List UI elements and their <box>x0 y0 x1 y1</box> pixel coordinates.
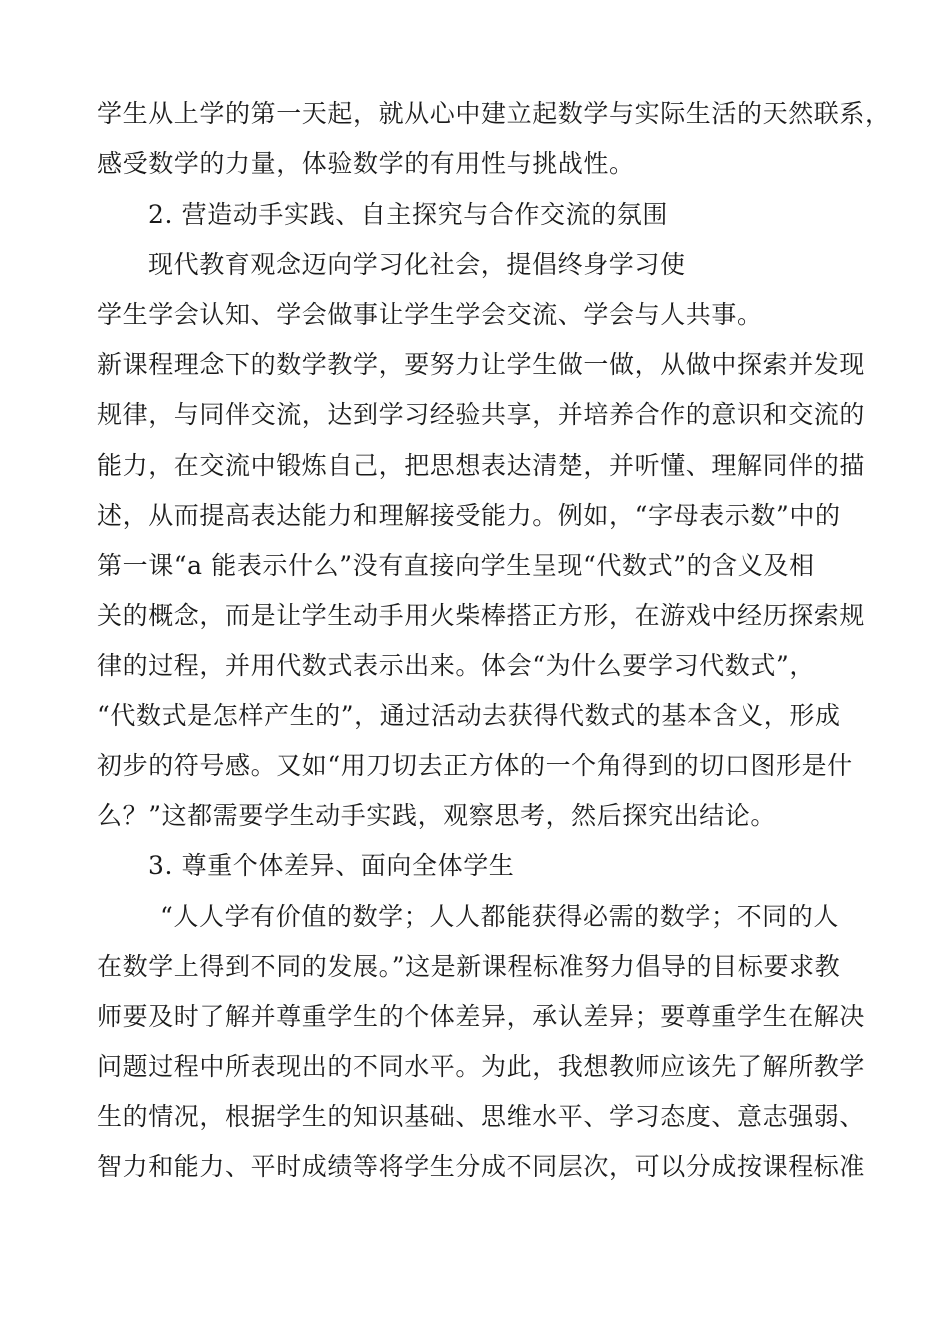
paragraph-line-19: 师要及时了解并尊重学生的个体差异，承认差异；要尊重学生在解决 <box>97 1002 866 1031</box>
paragraph-line-22: 智力和能力、平时成绩等将学生分成不同层次，可以分成按课程标准 <box>97 1152 866 1181</box>
paragraph-line-4: 现代教育观念迈向学习化社会，提倡终身学习使 <box>148 250 686 279</box>
section-heading-3: 3. 尊重个体差异、面向全体学生 <box>148 851 515 880</box>
paragraph-line-20: 问题过程中所表现出的不同水平。为此，我想教师应该先了解所教学 <box>97 1052 866 1081</box>
paragraph-line-5: 学生学会认知、学会做事让学生学会交流、学会与人共事。 <box>97 300 763 329</box>
paragraph-line-7: 规律，与同伴交流，达到学习经验共享，并培养合作的意识和交流的 <box>97 400 866 429</box>
section-heading-2: 2. 营造动手实践、自主探究与合作交流的氛围 <box>148 200 669 229</box>
paragraph-line-1: 学生从上学的第一天起，就从心中建立起数学与实际生活的天然联系， <box>97 99 891 128</box>
paragraph-line-8: 能力，在交流中锻炼自己，把思想表达清楚，并听懂、理解同伴的描 <box>97 451 866 480</box>
paragraph-line-12: 律的过程，并用代数式表示出来。体会“为什么要学习代数式”， <box>97 651 815 680</box>
paragraph-line-2: 感受数学的力量，体验数学的有用性与挑战性。 <box>97 149 635 178</box>
paragraph-line-10: 第一课“a 能表示什么”没有直接向学生呈现“代数式”的含义及相 <box>97 551 815 580</box>
paragraph-line-17: “人人学有价值的数学；人人都能获得必需的数学；不同的人 <box>160 902 839 931</box>
paragraph-line-13: “代数式是怎样产生的”，通过活动去获得代数式的基本含义，形成 <box>97 701 841 730</box>
paragraph-line-11: 关的概念，而是让学生动手用火柴棒搭正方形，在游戏中经历探索规 <box>97 601 866 630</box>
paragraph-line-18: 在数学上得到不同的发展。”这是新课程标准努力倡导的目标要求教 <box>97 952 841 981</box>
paragraph-line-14: 初步的符号感。又如“用刀切去正方体的一个角得到的切口图形是什 <box>97 751 853 780</box>
paragraph-line-21: 生的情况，根据学生的知识基础、思维水平、学习态度、意志强弱、 <box>97 1102 866 1131</box>
paragraph-line-9: 述，从而提高表达能力和理解接受能力。例如，“字母表示数”中的 <box>97 501 841 530</box>
paragraph-line-6: 新课程理念下的数学教学，要努力让学生做一做，从做中探索并发现 <box>97 350 866 379</box>
paragraph-line-15: 么？”这都需要学生动手实践，观察思考，然后探究出结论。 <box>97 801 776 830</box>
